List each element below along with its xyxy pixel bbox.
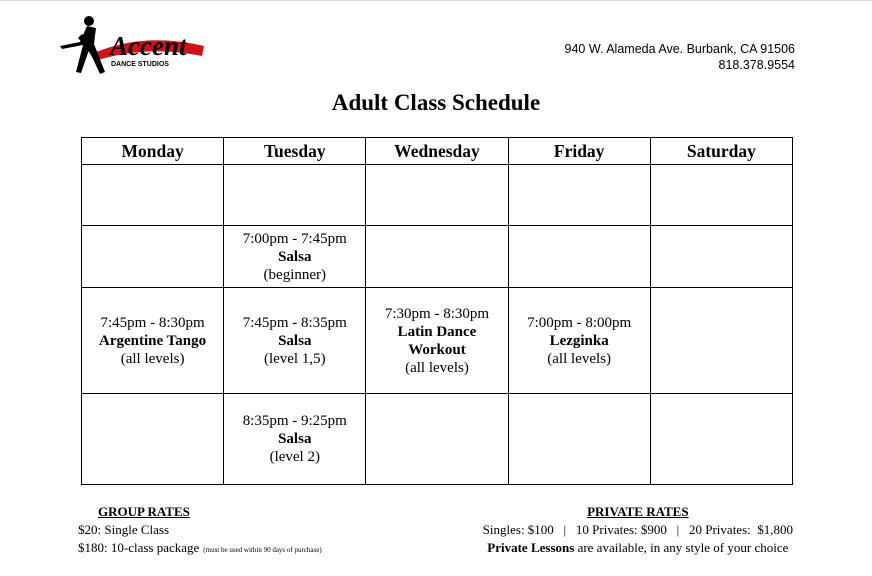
- day-header-row: [82, 138, 793, 165]
- class-level: (beginner): [263, 266, 327, 283]
- schedule-cell: [508, 394, 650, 485]
- schedule-cell: [82, 394, 224, 485]
- schedule-cell: [224, 165, 366, 226]
- svg-text:Accent: Accent: [110, 31, 187, 61]
- class-level: (all levels): [405, 359, 469, 376]
- class-level: (all levels): [120, 350, 185, 367]
- accent-dance-studios-logo: [56, 12, 206, 80]
- private-prices: Singles: $100 | 10 Privates: $900 | 20 Privates: $1,800: [482, 522, 793, 537]
- private-lessons-text: are available, in any style of your choice: [574, 540, 789, 555]
- schedule-row: [82, 288, 793, 394]
- top-border: [0, 0, 872, 1]
- day-header-friday: Friday: [508, 138, 650, 165]
- group-rates-heading: GROUP RATES: [98, 504, 190, 519]
- schedule-cell: [508, 288, 650, 394]
- class-time: 7:00pm - 8:00pm: [527, 314, 632, 331]
- schedule-cell: [366, 226, 508, 288]
- day-header-monday: Monday: [82, 138, 224, 165]
- svg-text:DANCE STUDIOS: DANCE STUDIOS: [111, 61, 169, 68]
- class-schedule-table: [81, 137, 793, 485]
- class-time: 8:35pm - 9:25pm: [242, 413, 347, 429]
- class-time: 7:45pm - 8:30pm: [100, 314, 205, 331]
- package-rate: $180: 10-class package: [78, 540, 200, 555]
- class-level: (level 2): [269, 449, 320, 465]
- schedule-cell: [366, 288, 508, 394]
- class-name: Salsa: [278, 431, 312, 447]
- schedule-row: [82, 165, 793, 226]
- schedule-cell: [366, 165, 508, 226]
- single-class-rate: $20: Single Class: [78, 522, 170, 537]
- private-rates-heading: PRIVATE RATES: [587, 504, 689, 519]
- schedule-cell: [508, 165, 650, 226]
- schedule-row: [82, 394, 793, 485]
- class-name: Salsa: [278, 248, 312, 265]
- class-time: 7:30pm - 8:30pm: [384, 305, 490, 322]
- class-level: (all levels): [547, 350, 612, 367]
- schedule-cell: [650, 226, 792, 288]
- schedule-cell: [650, 288, 792, 394]
- private-lessons-label: Private Lessons: [487, 540, 575, 555]
- page-title: Adult Class Schedule: [331, 90, 541, 115]
- schedule-cell: [82, 226, 224, 288]
- schedule-cell: [82, 165, 224, 226]
- day-header-tuesday: Tuesday: [224, 138, 366, 165]
- schedule-cell: [366, 394, 508, 485]
- schedule-cell: [224, 288, 366, 394]
- day-header-wednesday: Wednesday: [366, 138, 508, 165]
- schedule-cell: [508, 226, 650, 288]
- schedule-cell: [224, 226, 366, 288]
- class-name: Argentine Tango: [99, 332, 207, 349]
- private-lessons-line: [483, 539, 793, 557]
- phone-number: 818.378.9554: [718, 58, 795, 72]
- schedule-cell: [224, 394, 366, 485]
- schedule-cell: [82, 288, 224, 394]
- schedule-row: [82, 226, 793, 288]
- class-time: 7:45pm - 8:35pm: [242, 314, 347, 331]
- class-name: Salsa: [278, 332, 312, 349]
- package-rate-line: [78, 539, 322, 559]
- class-name: Lezginka: [549, 332, 609, 349]
- studio-address: [565, 41, 795, 73]
- schedule-cell: [650, 165, 792, 226]
- class-level: (level 1,5): [263, 350, 326, 367]
- class-time: 7:00pm - 7:45pm: [242, 230, 347, 247]
- day-header-saturday: Saturday: [650, 138, 792, 165]
- schedule-cell: [650, 394, 792, 485]
- class-name: Latin Dance Workout: [397, 323, 477, 358]
- package-note: (must be used within 90 days of purchase): [203, 546, 322, 554]
- group-rates-section: [78, 503, 322, 559]
- private-rates-section: [483, 503, 793, 557]
- address-line: 940 W. Alameda Ave. Burbank, CA 91506: [564, 42, 795, 56]
